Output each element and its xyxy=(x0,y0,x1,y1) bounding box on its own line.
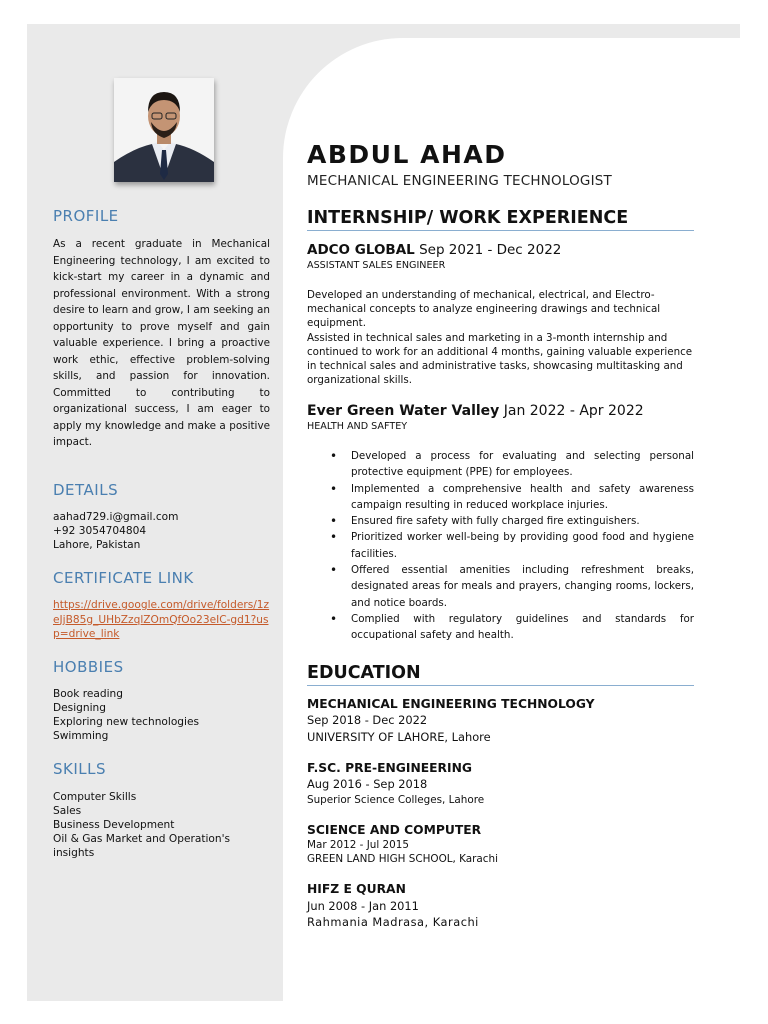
details-list xyxy=(53,510,178,552)
job-bullet-list xyxy=(330,448,694,644)
job-dates: Jan 2022 - Apr 2022 xyxy=(503,403,644,419)
profile-photo xyxy=(114,78,214,182)
education-title: MECHANICAL ENGINEERING TECHNOLOGY xyxy=(307,697,595,711)
job-header xyxy=(307,242,561,258)
candidate-title: MECHANICAL ENGINEERING TECHNOLOGIST xyxy=(307,173,612,189)
candidate-name: ABDUL AHAD xyxy=(307,140,507,169)
education-school: Superior Science Colleges, Lahore xyxy=(307,794,485,806)
education-dates: Jun 2008 - Jan 2011 xyxy=(307,899,419,913)
education-school: UNIVERSITY OF LAHORE, Lahore xyxy=(307,730,491,744)
skill-item: Sales xyxy=(53,805,82,817)
experience-heading: INTERNSHIP/ WORK EXPERIENCE xyxy=(307,208,694,231)
job-role: HEALTH AND SAFTEY xyxy=(307,421,408,432)
certificate-heading: CERTIFICATE LINK xyxy=(53,569,194,587)
skill-item: Computer Skills xyxy=(53,791,137,803)
job-company: Ever Green Water Valley xyxy=(307,403,500,419)
profile-heading: PROFILE xyxy=(53,207,119,225)
list-item: • Complied with regulatory guidelines and standards for occupational safety and health. xyxy=(330,611,694,644)
education-heading: EDUCATION xyxy=(307,663,694,686)
skill-item: Business Development xyxy=(53,819,175,831)
phone-text: +92 3054704804 xyxy=(53,525,147,537)
job-header xyxy=(307,403,644,419)
hobbies-list xyxy=(53,687,199,743)
skills-list xyxy=(53,790,230,860)
education-school: Rahmania Madrasa, Karachi xyxy=(307,915,479,929)
job-description: Developed an understanding of mechanical, electrical, and Electro-mechanical concepts to analyze engineering drawings and technical equipment. Assisted in technical sales and marketing in a 3-month internship and continued to work for an additional 4 months, gaining valuable experience in technical sales and administrative tasks, showcasing multitasking and organizational skills. xyxy=(307,289,693,387)
education-title: F.SC. PRE-ENGINEERING xyxy=(307,761,472,775)
list-item: • Offered essential amenities including refreshment breaks, designated areas for meals and prayers, changing rooms, lockers, and notice boards. xyxy=(330,562,694,611)
details-heading: DETAILS xyxy=(53,481,119,499)
job-company: ADCO GLOBAL xyxy=(307,242,415,258)
skill-item: insights xyxy=(53,847,95,859)
hobbies-heading: HOBBIES xyxy=(53,658,124,676)
education-title: HIFZ E QURAN xyxy=(307,882,406,896)
certificate-link[interactable]: https://drive.google.com/drive/folders/1zeJjB85g_UHbZzqlZOmQfOo23eIC-gd1?usp=drive_link xyxy=(53,599,270,640)
skills-heading: SKILLS xyxy=(53,760,107,778)
hobby-item: Book reading xyxy=(53,688,123,700)
list-item: • Prioritized worker well-being by providing good food and hygiene facilities. xyxy=(330,529,694,562)
list-item: • Developed a process for evaluating and selecting personal protective equipment (PPE) for employees. xyxy=(330,448,694,481)
education-dates: Mar 2012 - Jul 2015 xyxy=(307,839,409,851)
education-dates: Aug 2016 - Sep 2018 xyxy=(307,777,428,791)
list-item: • Implemented a comprehensive health and safety awareness campaign resulting in reduced workplace injuries. xyxy=(330,481,694,514)
location-text: Lahore, Pakistan xyxy=(53,539,141,551)
email-text: aahad729.i@gmail.com xyxy=(53,511,179,523)
education-title: SCIENCE AND COMPUTER xyxy=(307,823,482,837)
job-dates: Sep 2021 - Dec 2022 xyxy=(419,242,562,258)
hobby-item: Swimming xyxy=(53,730,109,742)
hobby-item: Exploring new technologies xyxy=(53,716,200,728)
list-item: • Ensured fire safety with fully charged fire extinguishers. xyxy=(330,513,694,529)
education-school: GREEN LAND HIGH SCHOOL, Karachi xyxy=(307,853,498,865)
job-role: ASSISTANT SALES ENGINEER xyxy=(307,260,446,271)
education-dates: Sep 2018 - Dec 2022 xyxy=(307,713,428,727)
hobby-item: Designing xyxy=(53,702,106,714)
skill-item: Oil & Gas Market and Operation's xyxy=(53,833,231,845)
profile-text: As a recent graduate in Mechanical Engineering technology, I am excited to kick-start my career in a dynamic and professional environment. With a strong desire to learn and grow, I am seeking an opportunity to prove myself and gain valuable experience. I bring a proactive work ethic, effective problem-solving skills, and passion for innovation. Committed to contributing to organizational success, I am eager to apply my knowledge and make a positive impact. xyxy=(53,238,270,448)
